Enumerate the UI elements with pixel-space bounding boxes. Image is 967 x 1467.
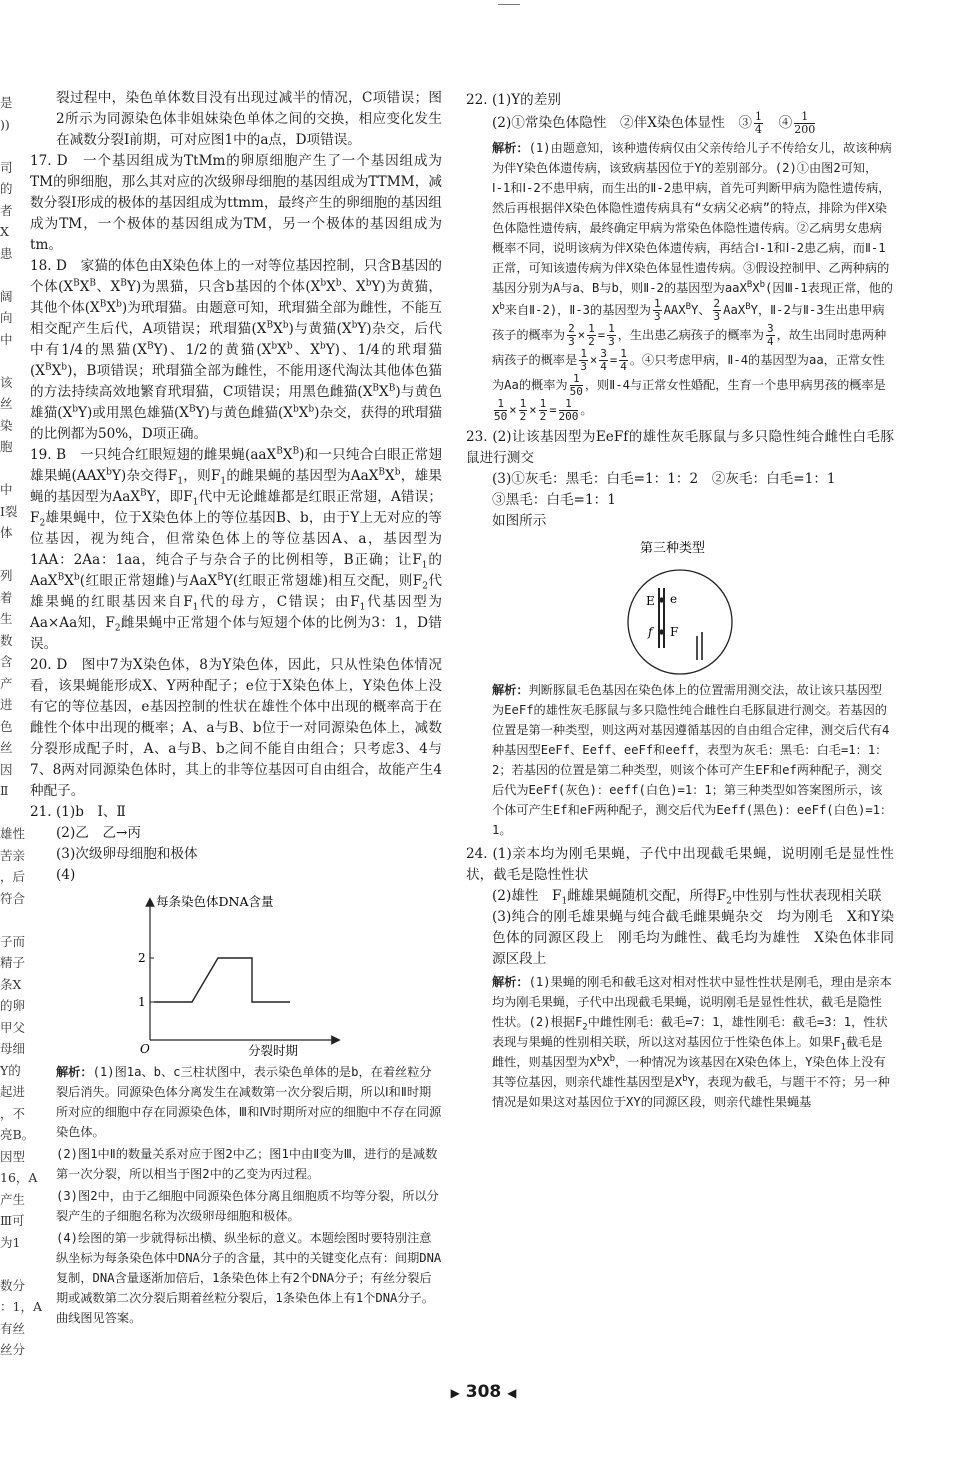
dna-content-graph bbox=[116, 890, 356, 1058]
margin-fragment: 向 bbox=[0, 310, 13, 325]
margin-fragment: 丝分 bbox=[0, 1342, 26, 1357]
margin-fragment: ，后 bbox=[0, 869, 26, 884]
margin-fragment: 丝 bbox=[0, 740, 13, 755]
answer-20: 20. D 图中7为X染色体，8为Y染色体，因此，只从性染色体情况看，该果蝇能形成X、Y两种配子；e位于X染色体上，Y染色体上没有它的等位基因，e基因控制的性状在雄性个体中出现的概率高于在雌性个体中出现的概率；A、a与B、b位于一对同源染色体上，减数分裂形成配子时，A、a与B、b之间不能自由组合；只考虑3、4与7、8两对同源染色体时，其上的非等位基因可自由组合，故能产生4种配子。 bbox=[30, 657, 442, 799]
graph-tick-2: 2 bbox=[138, 951, 146, 965]
margin-fragment bbox=[0, 350, 22, 372]
margin-fragment: 16，A bbox=[0, 1170, 38, 1185]
margin-fragment: 司 bbox=[0, 159, 13, 175]
graph-origin: O bbox=[140, 1042, 150, 1056]
margin-fragment: 胞 bbox=[0, 439, 13, 454]
margin-fragment: 子而 bbox=[0, 933, 26, 949]
margin-fragment: 的卵 bbox=[0, 998, 26, 1013]
margin-fragment: 数 bbox=[0, 632, 13, 648]
answer-21-part1: 21. (1)b Ⅰ、Ⅱ bbox=[30, 804, 126, 820]
margin-fragment: 产 bbox=[0, 675, 13, 691]
answer-21-explanation-4: (4)绘图的第一步就得标出横、纵坐标的意义。本题绘图时要特别注意纵坐标为每条染色体中DNA分子的含量，其中的关键变化点有：间期DNA复制，DNA含量逐渐加倍后，1条染色体上有2个DNA分子；有丝分裂后期或减数第二次分裂后期着丝粒分裂后，1条染色体上有1个DNA分子。曲线图见答案。 bbox=[56, 1231, 442, 1325]
continued-paragraph: 裂过程中，染色单体数目没有出现过减半的情况，C项错误；图2所示为同源染色体非姐妹染色单体之间的交换，相应变化发生在减数分裂Ⅰ前期，可对应图1中的a点，D项错误。 bbox=[56, 90, 442, 148]
margin-fragment: 体 bbox=[0, 525, 13, 540]
margin-fragment bbox=[0, 458, 22, 480]
margin-fragment: 色 bbox=[0, 718, 13, 734]
margin-fragment: 苦亲 bbox=[0, 847, 26, 863]
margin-fragment: 因 bbox=[0, 761, 13, 777]
margin-fragment bbox=[0, 264, 22, 286]
margin-fragment: )) bbox=[0, 116, 10, 132]
margin-fragment: 含 bbox=[0, 654, 13, 669]
margin-fragment: 染 bbox=[0, 417, 13, 433]
top-tick-mark bbox=[498, 4, 520, 5]
margin-fragment: 中 bbox=[0, 482, 13, 497]
margin-fragment: 丝 bbox=[0, 396, 13, 411]
margin-fragment: Ⅲ可 bbox=[0, 1213, 25, 1228]
margin-fragment: 列 bbox=[0, 568, 13, 583]
answer-23-part3-c: ③黑毛：白毛=1：1 bbox=[492, 492, 616, 508]
margin-fragment: 者 bbox=[0, 202, 13, 218]
margin-fragment bbox=[0, 135, 22, 157]
answer-21-part2: (2)乙 乙→丙 bbox=[56, 825, 142, 841]
margin-fragment bbox=[0, 802, 22, 824]
margin-fragment: 母细 bbox=[0, 1041, 26, 1056]
fraction-1-4: $\frac{1}{4}$ bbox=[755, 110, 763, 136]
page-arrow-right-icon: ◀ bbox=[507, 1386, 517, 1400]
answer-18: 18. D 家猫的体色由X染色体上的一对等位基因控制，只含B基因的个体($X^BX^B$、$X^BY$)为黑猫，只含b基因的个体($X^bX^b$、$X^bY$)为黄猫，其他个体$(X^BX^b)$为玳瑁猫。由题意可知，玳瑁猫全部为雌性，不能互相交配产生后代，A项错误；玳瑁猫$(X^BX^b)$与黄猫$(X^bY)$杂交，后代中有1/4的黑猫$(X^BY)$、1/2的黄猫($X^bX^b$、$X^bY$)、1/4的玳瑁猫$(X^BX^b)$，B项错误；玳瑁猫全部为雌性，不能用逐代淘汰其他体色猫的方法持续高效地繁育玳瑁猫，C项错误；用黑色雌猫$(X^BX^B)$与黄色雄猫$(X^bY)$或用黑色雄猫$(X^BY)$与黄色雌猫$(X^bX^b)$杂交，获得的玳瑁猫的比例都为50%，D项正确。 bbox=[30, 258, 443, 442]
margin-fragment: 因型 bbox=[0, 1148, 26, 1164]
answer-23-part2: 23. (2)让该基因型为EeFf的雄性灰毛豚鼠与多只隐性纯合雌性白毛豚鼠进行测交 bbox=[466, 429, 894, 466]
page-number-text: 308 bbox=[465, 1382, 502, 1402]
margin-fragment: 甲父 bbox=[0, 1019, 26, 1035]
answer-24-explanation: 解析：(1)果蝇的刚毛和截毛这对相对性状中显性性状是刚毛，理由是亲本均为刚毛果蝇，子代中出现截毛果蝇，说明刚毛是显性性状，截毛是隐性性状。(2)根据$F_2$中雌性刚毛：截毛=7：1，雄性刚毛：截毛=3：1，性状表现与果蝇的性别相关联，所以这对基因位于性染色体上。如果$F_1$截毛是雌性，则基因型为$X^bX^b$，一种情况为该基因在X染色体上，Y染色体上没有其等位基因，则亲代雄性基因型是$X^bY$，表现为截毛，与题干不符；另一种情况是如果这对基因位于XY的同源区段，则亲代雄性果蝇基 bbox=[492, 975, 892, 1109]
answer-21-explanation-2: (2)图1中Ⅱ的数量关系对应于图2中乙；图1中由Ⅱ变为Ⅲ，进行的是减数第一次分裂，所以相当于图2中的乙变为丙过程。 bbox=[56, 1147, 438, 1181]
margin-fragment: 精子 bbox=[0, 955, 26, 970]
margin-fragment: ，不 bbox=[0, 1105, 26, 1121]
fraction-1-200: $\frac{1}{200}$ bbox=[794, 110, 816, 136]
answer-17: 17. D 一个基因组成为TtMm的卵原细胞产生了一个基因组成为TM的卵细胞，那么其对应的次级卵母细胞的基因组成为TTMM，减数分裂Ⅰ形成的极体的基因组成为ttmm，最终产生的卵细胞的基因组成为TM，一个极体的基因组成为TM，另一个极体的基因组成为tm。 bbox=[30, 153, 442, 253]
margin-fragment bbox=[0, 544, 22, 566]
margin-fragment: 着 bbox=[0, 589, 13, 605]
margin-fragment: 患 bbox=[0, 245, 13, 261]
margin-fragment: 为1 bbox=[0, 1234, 21, 1250]
answer-22-part2: (2)①常染色体隐性 ②伴X染色体显性 ③ $\frac{1}{4}$ ④ $\frac{1}{200}$ bbox=[492, 110, 816, 136]
margin-fragment: 亮B。 bbox=[0, 1127, 35, 1142]
left-column bbox=[30, 88, 442, 1328]
margin-fragment: Ⅱ bbox=[0, 783, 9, 798]
left-margin-fragments bbox=[0, 92, 42, 1361]
allele-F: F bbox=[670, 625, 679, 639]
answer-21-part3: (3)次级卵母细胞和极体 bbox=[56, 846, 198, 862]
dna-curve bbox=[154, 958, 290, 1002]
margin-fragment: 中 bbox=[0, 331, 13, 347]
margin-fragment: 数分 bbox=[0, 1277, 26, 1293]
answer-22-part1: 22. (1)Y的差别 bbox=[466, 92, 561, 108]
answer-21-explanation: 解析：(1)图1a、b、c三柱状图中，表示染色单体的是b，在着丝粒分裂后消失。同源染色体分离发生在减数第一次分裂后期，所以Ⅰ和Ⅱ时期所对应的细胞中存在同源染色体，Ⅲ和Ⅳ时期所对应的细胞中不存在同源染色体。 bbox=[56, 1065, 442, 1139]
graph-y-label: 每条染色体DNA含量 bbox=[156, 894, 274, 909]
margin-fragment: Ⅰ裂 bbox=[0, 503, 18, 519]
answer-22-explanation: 解析：(1)由题意知，该种遗传病仅由父亲传给儿子不传给女儿，故该种病为伴Y染色体遗传病，该致病基因位于Y的差别部分。(2)①由图2可知，Ⅰ-1和Ⅰ-2不患甲病，而生出的Ⅱ-2患甲病，首先可判断甲病为隐性遗传病，然后再根据伴X染色体隐性遗传病具有“女病父必病”的特点，排除为伴X染色体隐性遗传病，最终确定甲病为常染色体隐性遗传病。②乙病男女患病概率不同，说明该病为伴X染色体遗传病，再结合Ⅰ-1和Ⅰ-2患乙病，而Ⅱ-1正常，可知该遗传病为伴X染色体显性遗传病。③假设控制甲、乙两种病的基因分别为A与a、B与b，则Ⅱ-2的基因型为$aaX^BX^b$(因Ⅲ-1表现正常，他的$X^b$来自Ⅱ-2)，Ⅱ-3的基因型为 $\frac{1}{3}$ $AAX^BY$、 $\frac{2}{3}$ AaX$^B$Y，Ⅱ-2与Ⅱ-3生出患甲病孩子的概率为 $\frac{2}{3}$ × $\frac{1}{2}$ = $\frac{1}{3}$ ，生出患乙病孩子的概率为 $\frac{3}{4}$ ，故生出同时患两种病孩子的概率是 $\frac{1}{3}$ × $\frac{3}{4}$ = $\frac{1}{4}$ 。④只考虑甲病，Ⅱ-4的基因型为aa，正常女性为Aa的概率为 $\frac{1}{50}$ ，则Ⅱ-4与正常女性婚配，生育一个患甲病男孩的概率是 $\frac{1}{50}$ × $\frac{1}{2}$ × $\frac{1}{2}$ = $\frac{1}{200}$ 。 bbox=[492, 141, 893, 423]
answer-24-part3: (3)纯合的刚毛雄果蝇与纯合截毛雌果蝇杂交 均为刚毛 X和Y染色体的同源区段上 刚毛均为雌性、截毛均为雄性 X染色体非同源区段上 bbox=[492, 909, 894, 967]
right-column bbox=[466, 90, 894, 1112]
margin-fragment: 进 bbox=[0, 697, 13, 712]
margin-fragment: 是 bbox=[0, 95, 13, 110]
margin-fragment: 该 bbox=[0, 374, 13, 390]
answer-23-figure-note: 如图所示 bbox=[492, 513, 547, 529]
answer-24-part1: 24. (1)亲本均为刚毛果蝇，子代中出现截毛果蝇，说明刚毛是显性性状，截毛是隐性性状 bbox=[466, 846, 894, 883]
margin-fragment bbox=[0, 1253, 22, 1275]
margin-fragment: 雄性 bbox=[0, 826, 26, 841]
chromosome-diagram bbox=[580, 536, 780, 676]
margin-fragment: 生 bbox=[0, 611, 13, 626]
answer-19: 19. B 一只纯合红眼短翅的雌果蝇$(aaX^BX^B)$和一只纯合白眼正常翅雄果蝇(AAX$^b$Y)杂交得$F_1$，则$F_1$的雌果蝇的基因型为$AaX^BX^b$，雄果蝇的基因型为AaX$^B$Y，即$F_1$代中无论雌雄都是红眼正常翅，A错误；$F_2$雄果蝇中，位于X染色体上的等位基因B、b，由于Y上无对应的等位基因，视为纯合，但常染色体上的等位基因A、a，基因型为1AA：2Aa：1aa，纯合子与杂合子的比例相等，B正确；让$F_1$的$AaX^BX^b$(红眼正常翅雌)与AaX$^B$Y(红眼正常翅雄)相互交配，则$F_2$代雄果蝇的红眼基因来自$F_1$代的母方，C错误；由$F_1$代基因型为Aa×Aa知，$F_2$雌果蝇中正常翅个体与短翅个体的比例为3：1，D错误。 bbox=[30, 446, 442, 652]
margin-fragment: 符合 bbox=[0, 890, 26, 906]
margin-fragment bbox=[0, 909, 22, 931]
margin-fragment: 条X bbox=[0, 976, 22, 992]
answer-24-part2: (2)雄性 $F_1$雌雄果蝇随机交配，所得$F_2$中性别与性状表现相关联 bbox=[492, 888, 882, 907]
margin-fragment: 起进 bbox=[0, 1084, 26, 1099]
margin-fragment: Y的 bbox=[0, 1062, 21, 1078]
margin-fragment: X bbox=[0, 224, 9, 239]
margin-fragment: 的 bbox=[0, 181, 13, 196]
diagram-title: 第三种类型 bbox=[640, 541, 706, 556]
answer-21-explanation-3: (3)图2中，由于乙细胞中同源染色体分离且细胞质不均等分裂，所以分裂产生的子细胞名称为次级卵母细胞和极体。 bbox=[56, 1189, 439, 1223]
locus-E bbox=[659, 597, 664, 602]
answer-23-explanation: 解析：判断豚鼠毛色基因在染色体上的位置需用测交法，故让该只基因型为EeFf的雄性灰毛豚鼠与多只隐性纯合雌性白毛豚鼠进行测交。若基因的位置是第一种类型，则这两对基因遵循基因的自由组合定律，测交后代有4种基因型EeFf、Eeff、eeFf和eeff，表型为灰毛：黑毛：白毛=1：1：2；若基因的位置是第二种类型，则该个体可产生EF和ef两种配子，测交后代为EeFf(灰色)：eeff(白色)=1：1；第三种类型如答案图所示，该个体可产生Ef和eF两种配子，测交后代为Eeff(黑色)：eeFf(白色)=1：1。 bbox=[492, 683, 893, 837]
margin-fragment: 阔 bbox=[0, 288, 13, 304]
allele-E: E bbox=[646, 594, 655, 608]
locus-f bbox=[659, 629, 664, 634]
allele-e: e bbox=[670, 592, 678, 606]
margin-fragment: 产生 bbox=[0, 1191, 26, 1207]
margin-fragment: ：1，A bbox=[0, 1299, 42, 1314]
cell-circle bbox=[628, 570, 732, 674]
answer-23-part3: (3)①灰毛：黑毛：白毛=1：1：2 ②灰毛：白毛=1：1 bbox=[492, 471, 836, 487]
answer-21-part4: (4) bbox=[56, 867, 76, 883]
graph-tick-1: 1 bbox=[138, 995, 146, 1009]
page-arrow-left-icon: ▶ bbox=[450, 1386, 460, 1400]
graph-x-label: 分裂时期 bbox=[248, 1043, 299, 1058]
page-number bbox=[0, 1382, 967, 1402]
margin-fragment: 有丝 bbox=[0, 1320, 26, 1336]
allele-f: f bbox=[648, 625, 653, 639]
